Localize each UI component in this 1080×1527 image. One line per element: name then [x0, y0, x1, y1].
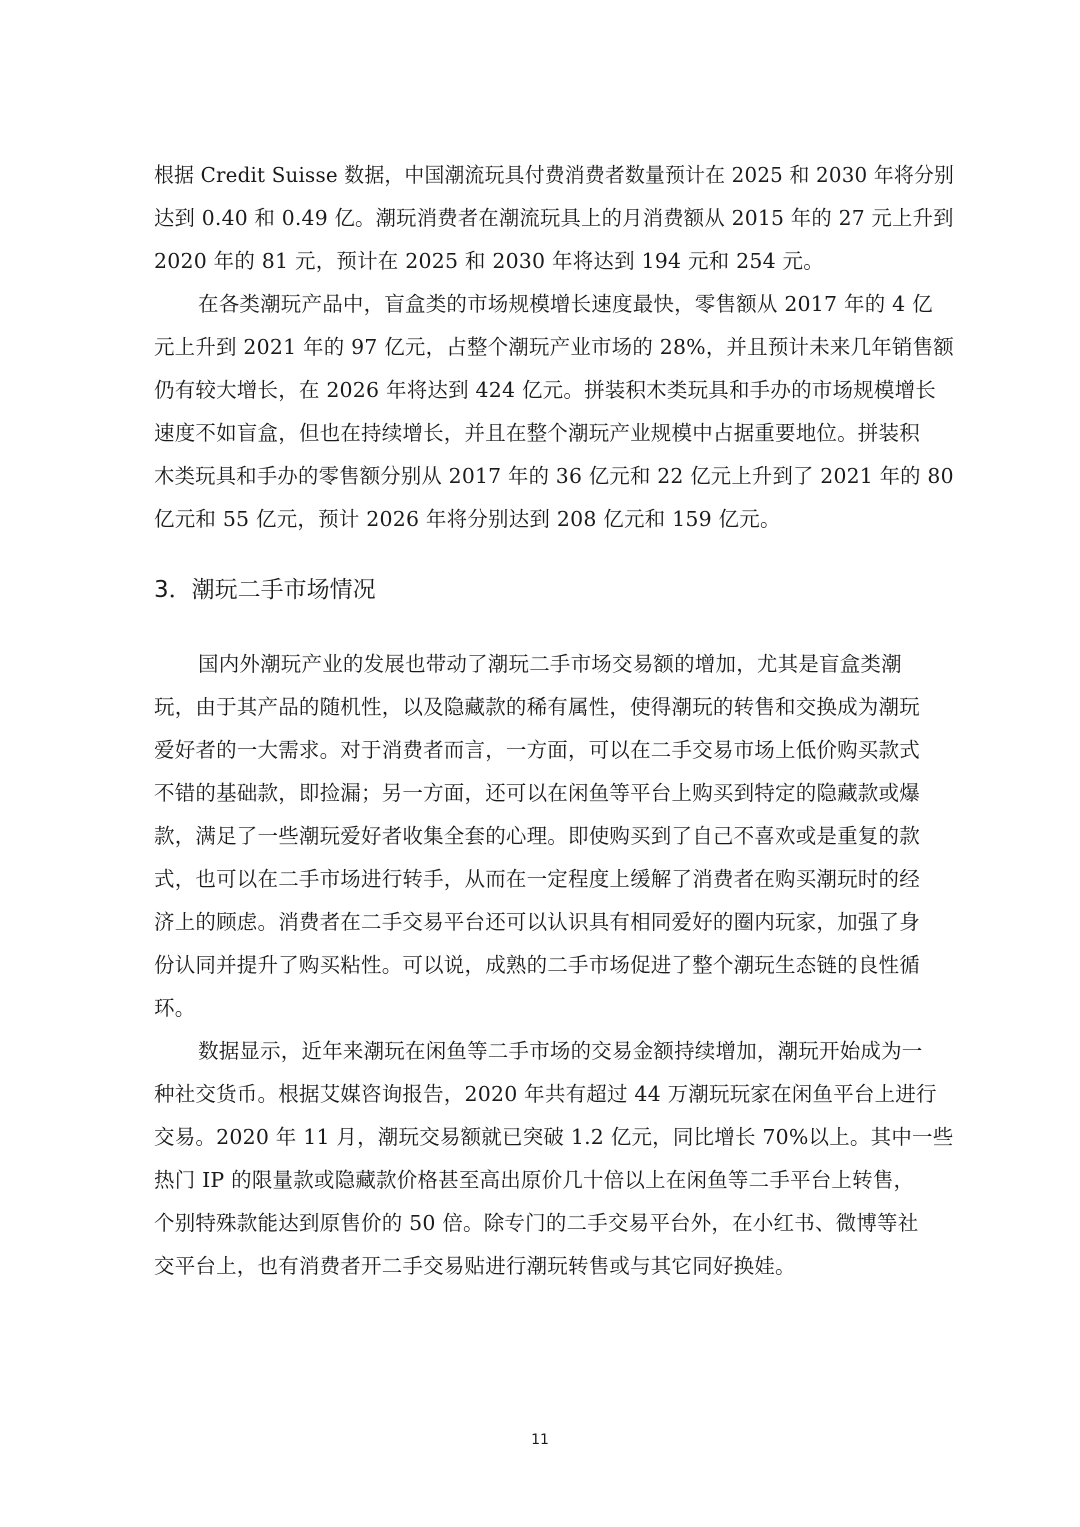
paragraph-line: 仍有较大增长，在 2026 年将达到 424 亿元。拼装积木类玩具和手办的市场规模增长 — [154, 378, 936, 402]
paragraph-line: 速度不如盲盒，但也在持续增长，并且在整个潮玩产业规模中占据重要地位。拼装积 — [154, 421, 920, 445]
paragraph-line: 式，也可以在二手市场进行转手，从而在一定程度上缓解了消费者在购买潮玩时的经 — [154, 867, 920, 891]
paragraph-line: 木类玩具和手办的零售额分别从 2017 年的 36 亿元和 22 亿元上升到了 2021 年的 80 — [154, 464, 954, 488]
paragraph-line: 交平台上，也有消费者开二手交易贴进行潮玩转售或与其它同好换娃。 — [154, 1254, 796, 1278]
paragraph-line: 元上升到 2021 年的 97 亿元，占整个潮玩产业市场的 28%，并且预计未来几年销售额 — [154, 335, 954, 359]
section-heading: 3．潮玩二手市场情况 — [154, 577, 376, 603]
paragraph-line: 不错的基础款，即捡漏；另一方面，还可以在闲鱼等平台上购买到特定的隐藏款或爆 — [154, 781, 920, 805]
paragraph-line: 达到 0.40 和 0.49 亿。潮玩消费者在潮流玩具上的月消费额从 2015 年的 27 元上升到 — [154, 206, 954, 230]
paragraph-line: 济上的顾虑。消费者在二手交易平台还可以认识具有相同爱好的圈内玩家，加强了身 — [154, 910, 920, 934]
paragraph-line: 根据 Credit Suisse 数据，中国潮流玩具付费消费者数量预计在 2025 和 2030 年将分别 — [154, 163, 955, 187]
paragraph-line: 在各类潮玩产品中，盲盒类的市场规模增长速度最快，零售额从 2017 年的 4 亿 — [198, 292, 933, 316]
paragraph-line: 数据显示，近年来潮玩在闲鱼等二手市场的交易金额持续增加，潮玩开始成为一 — [198, 1039, 923, 1063]
page-number: 11 — [531, 1432, 549, 1448]
paragraph-line: 环。 — [154, 996, 196, 1020]
paragraph-line: 份认同并提升了购买粘性。可以说，成熟的二手市场促进了整个潮玩生态链的良性循 — [154, 953, 920, 977]
paragraph-line: 交易。2020 年 11 月，潮玩交易额就已突破 1.2 亿元，同比增长 70%以上。其中一些 — [154, 1125, 954, 1149]
paragraph-line: 种社交货币。根据艾媒咨询报告，2020 年共有超过 44 万潮玩玩家在闲鱼平台上进行 — [154, 1082, 937, 1106]
paragraph-line: 2020 年的 81 元，预计在 2025 和 2030 年将达到 194 元和 254 元。 — [154, 249, 824, 273]
paragraph-line: 个别特殊款能达到原售价的 50 倍。除专门的二手交易平台外，在小红书、微博等社 — [154, 1211, 919, 1235]
paragraph-line: 玩，由于其产品的随机性，以及隐藏款的稀有属性，使得潮玩的转售和交换成为潮玩 — [154, 695, 920, 719]
paragraph-line: 亿元和 55 亿元，预计 2026 年将分别达到 208 亿元和 159 亿元。 — [154, 507, 781, 531]
paragraph-line: 爱好者的一大需求。对于消费者而言，一方面，可以在二手交易市场上低价购买款式 — [154, 738, 920, 762]
paragraph-line: 热门 IP 的限量款或隐藏款价格甚至高出原价几十倍以上在闲鱼等二手平台上转售， — [154, 1168, 915, 1192]
paragraph-line: 国内外潮玩产业的发展也带动了潮玩二手市场交易额的增加，尤其是盲盒类潮 — [198, 652, 902, 676]
paragraph-line: 款，满足了一些潮玩爱好者收集全套的心理。即使购买到了自己不喜欢或是重复的款 — [154, 824, 920, 848]
